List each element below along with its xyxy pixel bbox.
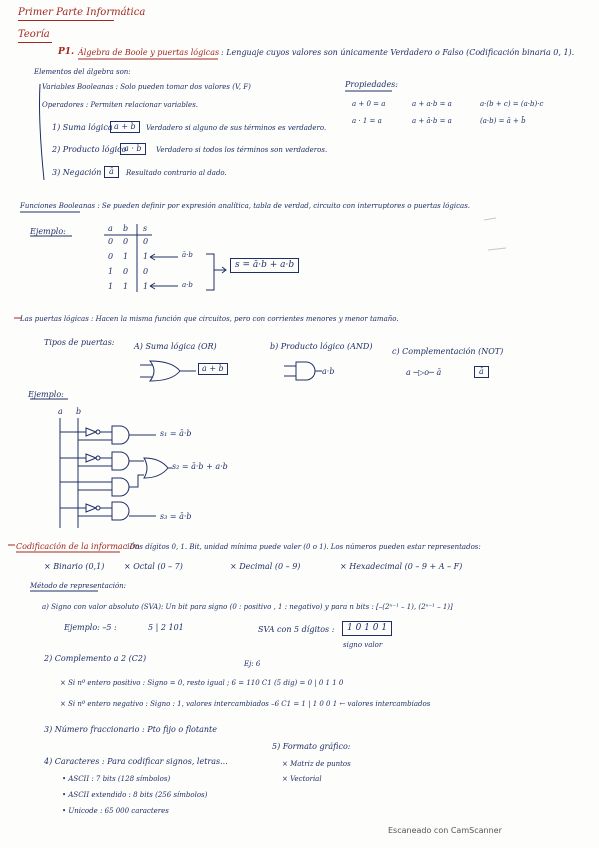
graphic-vector: × Vectorial — [282, 775, 322, 783]
section-title: Teoría — [18, 29, 50, 40]
sva-result-box: 1 0 1 0 1 — [342, 621, 392, 636]
circuit-input-a: a — [58, 407, 63, 416]
chars-ascii-extended: • ASCII extendido : 8 bits (256 símbolos) — [62, 791, 208, 799]
gate-and-output: a·b — [322, 367, 335, 376]
sva-example-label: Ejemplo: –5 : — [64, 623, 117, 632]
method-sva: a) Signo con valor absoluto (SVA): Un bit para signo (0 : positivo , 1 : negativo) y para n bits : [–(2ⁿ⁻¹ – 1), (2ⁿ⁻¹ – 1)] — [42, 603, 453, 611]
gate-and-label: b) Producto lógico (AND) — [270, 342, 373, 351]
method-c2: 2) Complemento a 2 (C2) — [44, 654, 147, 663]
gate-or-label: A) Suma lógica (OR) — [134, 342, 217, 351]
and-gate-symbol — [296, 362, 315, 380]
method-characters: 4) Caracteres : Para codificar signos, letras... — [44, 757, 228, 766]
p1-definition: : Lenguaje cuyos valores son únicamente Verdadero o Falso (Codificación binaria 0, 1). — [221, 48, 575, 57]
graphic-bitmap: × Matriz de puntos — [282, 760, 351, 768]
circuit-output-s1: s₁ = ā·b — [160, 429, 192, 438]
elements-title: Elementos del álgebra son: — [34, 68, 131, 76]
tt-header-b: b — [123, 224, 129, 233]
page-title: Primer Parte Informática — [18, 7, 146, 18]
base-decimal: × Decimal (0 – 9) — [230, 562, 301, 571]
op2-text: Verdadero si todos los términos son verdaderos. — [156, 146, 328, 154]
tt-r4-a: 1 — [108, 282, 114, 291]
op1-label: 1) Suma lógica — [52, 123, 113, 132]
gate-types-label: Tipos de puertas: — [44, 338, 115, 347]
methods-title: Método de representación: — [30, 582, 127, 590]
op3-text: Resultado contrario al dado. — [126, 169, 227, 177]
sva-result-note: signo valor — [343, 641, 383, 649]
tt-r1-b: 0 — [123, 237, 129, 246]
base-binary: × Binario (0,1) — [44, 562, 105, 571]
bleed-mark-1 — [484, 218, 496, 220]
gate-or-box: a + b — [198, 363, 228, 375]
circuit-or-gate — [144, 458, 168, 478]
properties-title: Propiedades: — [345, 80, 398, 89]
circuit-output-s2: s₂ = ā·b + a·b — [172, 462, 228, 471]
codification-title: Codificación de la información — [16, 542, 140, 551]
tt-r4-b: 1 — [123, 282, 129, 291]
prop-r1-c3: a·(b + c) = (a·b)·c — [480, 100, 544, 108]
tt-r2-s: 1 — [143, 252, 149, 261]
chars-ascii: • ASCII : 7 bits (128 símbolos) — [62, 775, 171, 783]
method-fraction: 3) Número fraccionario : Pto fijo o flotante — [44, 725, 217, 734]
prop-r2-c1: a · 1 = a — [352, 117, 382, 125]
circuit-and-gate-2 — [112, 452, 129, 470]
tt-r4-s: 1 — [143, 282, 149, 291]
chars-unicode: • Unicode : 65 000 caracteres — [62, 807, 169, 815]
p1-heading: Álgebra de Boole y puertas lógicas — [78, 48, 220, 57]
variables-line: Variables Booleanas : Solo pueden tomar dos valores (V, F) — [42, 83, 251, 91]
tt-r1-s: 0 — [143, 237, 149, 246]
gates-line: Las puertas lógicas : Hacen la misma función que circuitos, pero con corrientes menores y menor tamaño. — [20, 315, 399, 323]
op3-label: 3) Negación — [52, 168, 102, 177]
c2-negative: × Si nº entero negativo : Signo : 1, valores intercambiados –6 C1 = 1 | 1 0 0 1 ← valores intercambiados — [60, 700, 431, 708]
tt-result-box: s = ā·b + a·b — [230, 258, 299, 273]
sva-example-calc: 5 | 2 101 — [148, 623, 184, 632]
c2-note: Ej: 6 — [244, 660, 261, 668]
op1-box: a + b — [110, 121, 140, 133]
prop-r1-c1: a + 0 = a — [352, 100, 386, 108]
prop-r2-c2: a + ā·b = a — [412, 117, 452, 125]
tt-r2-a: 0 — [108, 252, 114, 261]
tt-r1-a: 0 — [108, 237, 114, 246]
op2-label: 2) Producto lógico — [52, 145, 127, 154]
gate-not-box: ā — [474, 366, 489, 378]
functions-line: Funciones Booleanas : Se pueden definir por expresión analítica, tabla de verdad, circuito con interruptores o puertas lógicas. — [20, 202, 471, 210]
tt-arrow1-label: ā·b — [182, 251, 193, 259]
tt-r3-s: 0 — [143, 267, 149, 276]
c2-positive: × Si nº entero positivo : Signo = 0, resto igual ; 6 = 110 C1 (5 dig) = 0 | 0 1 1 0 — [60, 679, 344, 687]
prop-r1-c2: a + a·b = a — [412, 100, 452, 108]
circuit-output-s3: s₃ = ā·b — [160, 512, 192, 521]
or-gate-symbol — [150, 361, 180, 381]
base-hexadecimal: × Hexadecimal (0 – 9 + A – F) — [340, 562, 463, 571]
tt-header-s: s — [143, 224, 148, 233]
elements-bracket — [40, 84, 45, 180]
p1-number: P1. — [58, 47, 75, 57]
tt-header-a: a — [108, 224, 113, 233]
tt-r3-b: 0 — [123, 267, 129, 276]
op1-text: Verdadero si alguno de sus términos es verdadero. — [146, 124, 327, 132]
circuit-input-b: b — [76, 407, 82, 416]
gate-not-output: a ─▷o─ ā — [406, 368, 442, 377]
example-label: Ejemplo: — [30, 227, 66, 236]
circuit-example-label: Ejemplo: — [28, 390, 64, 399]
base-octal: × Octal (0 – 7) — [124, 562, 183, 571]
op2-box: a · b — [120, 143, 146, 155]
tt-r3-a: 1 — [108, 267, 114, 276]
codification-intro: : Dos dígitos 0, 1. Bit, unidad mínima puede valer (0 o 1). Los números pueden estar representados: — [125, 543, 481, 551]
sva-digits-label: SVA con 5 dígitos : — [258, 625, 335, 634]
bleed-mark-2 — [488, 248, 506, 250]
tt-r2-b: 1 — [123, 252, 129, 261]
circuit-and-gate-4 — [112, 502, 129, 520]
method-graphic: 5) Formato gráfico: — [272, 742, 351, 751]
circuit-and-gate-1 — [112, 426, 129, 444]
circuit-and-gate-3 — [112, 478, 129, 496]
prop-r2-c3: (a·b) = ā + b̄ — [480, 117, 526, 125]
op3-box: ā — [104, 166, 119, 178]
gate-not-label: c) Complementación (NOT) — [392, 347, 504, 356]
operators-line: Operadores : Permiten relacionar variables. — [42, 101, 199, 109]
tt-arrow2-label: a·b — [182, 281, 193, 289]
scanner-watermark: Escaneado con CamScanner — [388, 826, 502, 835]
